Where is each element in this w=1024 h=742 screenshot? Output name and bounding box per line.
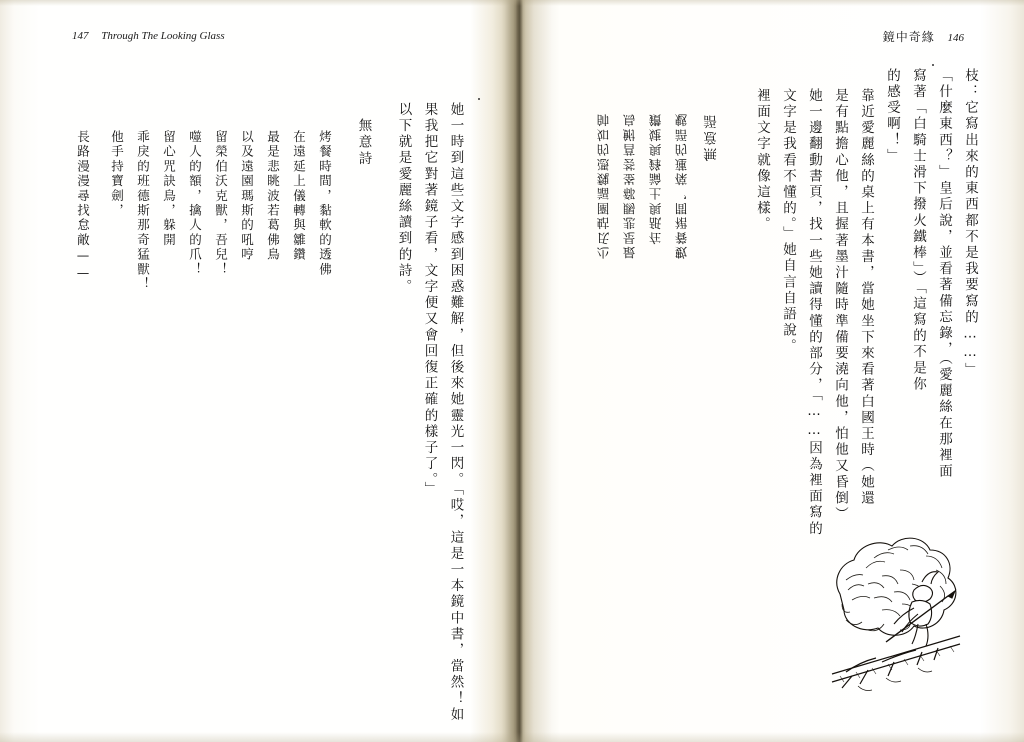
left-text-column-1: 她一時到這些文字感到困惑難解，但後來她靈光一閃。「哎，這是一本鏡中書，當然！如: [447, 102, 464, 724]
left-poem-line-8: 乖戾的班德斯那奇猛獸！: [135, 130, 151, 292]
white-knight-on-tree-branch-illustration: [822, 524, 972, 694]
right-poem-heading: 無意語: [700, 112, 716, 162]
right-poem-mirror-line-4: 尐氐蛄圍諨魏憑的如帥: [595, 112, 610, 259]
right-text-column-4: 的感受啊！」: [884, 68, 900, 165]
right-poem-mirror-line-1: 數養裙間，葆蓮的語魃: [673, 112, 688, 259]
left-poem-line-2: 在遠延上儀轉與雛鑽: [291, 130, 307, 263]
book-title-chinese: 鏡中奇緣: [882, 30, 935, 44]
running-head-right: [883, 28, 964, 45]
running-head-left: [72, 30, 225, 42]
page-mark-dot-right: [932, 64, 934, 66]
left-text-column-2: 果我把它對著鏡子看，文字便又會回復正確的樣子了。」: [421, 102, 438, 498]
left-poem-line-7: 留心咒訣鳥，躲開: [161, 130, 177, 248]
left-poem-line-5: 留榮伯沃克獸，吾兒！: [213, 130, 229, 277]
right-poem-mirror-line-3: 最是悲賜郗崟荟菖鮒鳥: [621, 112, 636, 259]
folio-left: 147: [72, 30, 89, 42]
right-text-column-6: 是有點擔心他，且握著墨汁隨時準備要澆向他，怕他又昏倒）: [832, 88, 848, 523]
right-poem-mirror-line-2: 在舐與土論鋒與婕鑽: [647, 112, 662, 245]
left-poem-line-6: 噬人的額，擒人的爪！: [187, 130, 203, 277]
right-text-column-1: 枝：它寫出來的東西都不是我要寫的……」: [962, 68, 978, 379]
left-poem-line-4: 以及遠園瑪斯的吼哼: [239, 130, 255, 263]
book-title-english: Through The Looking Glass: [101, 30, 225, 42]
page-mark-dot-left: [478, 98, 480, 100]
right-text-column-7: 她一邊翻動書頁，找一些她讀得懂的部分，「……因為裡面寫的: [806, 88, 822, 538]
left-poem-heading: 無意詩: [355, 118, 372, 168]
left-text-column-3: 以下就是愛麗絲讀到的詩。: [395, 102, 412, 296]
left-poem-line-3: 最是悲眺波若葛佛鳥: [265, 130, 281, 263]
right-text-column-5: 靠近愛麗絲的桌上有本書，當她坐下來看著白國王時（她還: [858, 88, 874, 507]
right-text-column-3: 寫著「白騎士滑下撥火鐵棒」）「這寫的不是你: [910, 68, 926, 393]
left-poem-line-10: 長路漫漫尋找怠敵——: [75, 130, 91, 282]
right-text-column-8: 文字是我看不懂的。」她自言自語說。: [780, 88, 796, 355]
left-poem-line-9: 他手持寶劍，: [109, 130, 125, 219]
folio-right: 146: [947, 32, 964, 44]
right-text-column-2: 「什麼東西？」皇后說，並看著備忘錄，（愛麗絲在那裡面: [936, 68, 952, 480]
left-poem-line-1: 烤餐時間，黏軟的透佛: [317, 130, 333, 277]
right-text-column-9: 裡面文字就像這樣。: [754, 88, 770, 233]
